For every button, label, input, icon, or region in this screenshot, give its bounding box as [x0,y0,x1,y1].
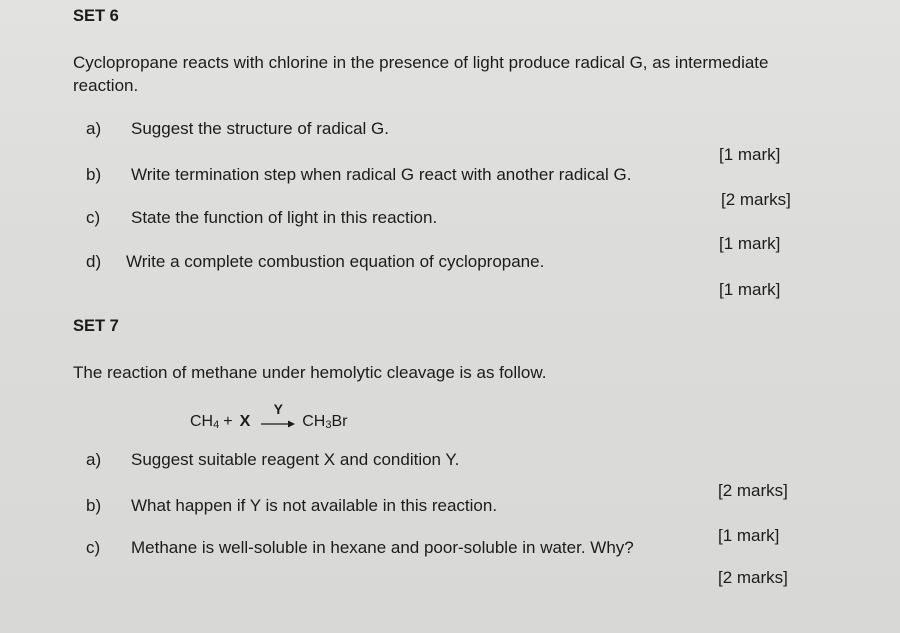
plus-sign: + [223,413,233,430]
set7-q-c-text: Methane is well-soluble in hexane and poor-soluble in water. Why? [131,538,634,557]
methane-formula: $CH_4$ [190,413,220,431]
set7-q-a-marks: [2 marks] [718,481,788,500]
set6-intro-line2: reaction. [73,76,139,95]
set6-heading: SET 6 [73,7,119,25]
set6-q-c-text: State the function of light in this reaction. [131,208,438,227]
reaction-equation [190,401,347,431]
set6-q-c-letter: c) [86,208,101,227]
set7-q-c-marks: [2 marks] [718,568,788,587]
set6-q-b-text: Write termination step when radical G react with another radical G. [131,165,632,184]
set7-intro: The reaction of methane under hemolytic cleavage is as follow. [73,363,547,382]
set6-q-a-text: Suggest the structure of radical G. [131,119,389,138]
set7-q-b-marks: [1 mark] [718,526,780,545]
set6-q-b-marks: [2 marks] [721,190,791,209]
set6-q-d-letter: d) [86,252,102,271]
reaction-arrow [260,401,296,431]
set6-intro-line1: Cyclopropane reacts with chlorine in the presence of light produce radical G, as intermediate [73,53,769,72]
set7-q-a-letter: a) [86,450,102,469]
set6-q-d-marks: [1 mark] [719,280,781,299]
set7-heading: SET 7 [73,317,119,335]
set7-q-c-letter: c) [86,538,101,557]
set6-q-b-letter: b) [86,165,102,184]
arrow-icon [260,419,296,429]
set6-q-d-text: Write a complete combustion equation of cyclopropane. [126,252,545,271]
condition-y: Y [273,401,283,417]
product-formula: $CH_3Br$ [302,413,348,431]
set6-q-a-marks: [1 mark] [719,145,781,164]
set6-q-a-letter: a) [86,119,102,138]
set7-q-b-text: What happen if Y is not available in this reaction. [131,496,498,515]
set7-q-a-text: Suggest suitable reagent X and condition Y. [131,450,460,469]
set7-q-b-letter: b) [86,496,102,515]
reagent-x: X [239,413,251,430]
set6-q-c-marks: [1 mark] [719,234,781,253]
